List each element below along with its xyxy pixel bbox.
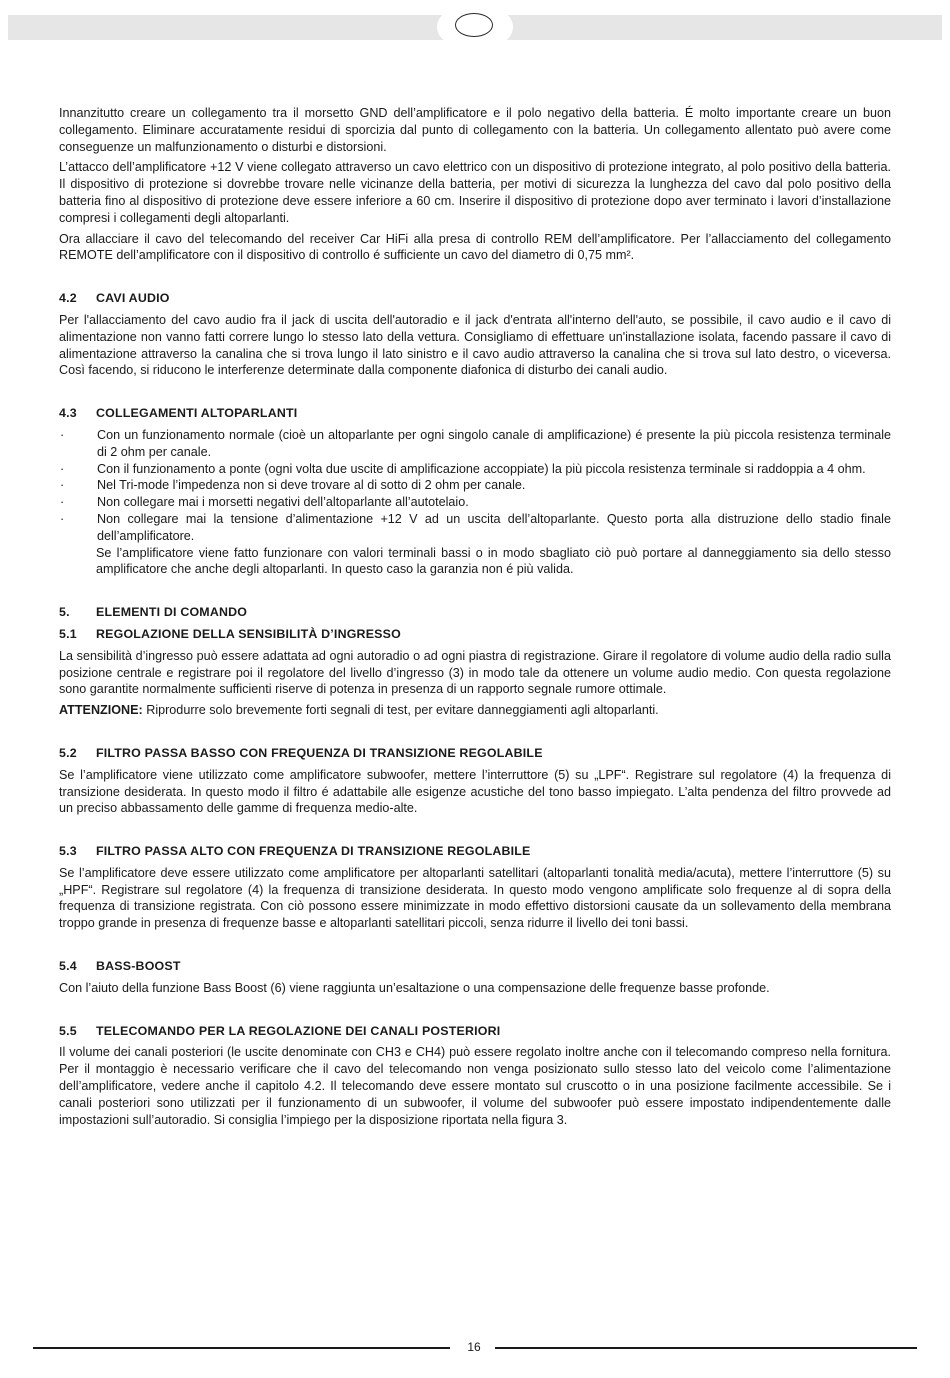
bullet-icon: ·	[60, 427, 65, 442]
section-title: FILTRO PASSA BASSO CON FREQUENZA DI TRANSIZIONE REGOLABILE	[96, 745, 543, 760]
list-item	[59, 477, 891, 494]
section-heading-5	[59, 604, 891, 621]
section-title: FILTRO PASSA ALTO CON FREQUENZA DI TRANSIZIONE REGOLABILE	[96, 844, 531, 859]
footer-rule-right	[495, 1347, 917, 1349]
section-5-2-paragraph: Se l’amplificatore viene utilizzato come amplificatore subwoofer, mettere l’interruttore (5) su „LPF“. Registrare sul regolatore (4) la frequenza di transizione desiderata. In questo modo il filtro é adattabile alle esigenze acustiche del tono basso impiegato. L’alta pendenza del filtro provvede ad un preciso abbassamento delle gamme di frequenza medio-alte.	[59, 767, 891, 816]
section-number: 5.	[59, 605, 70, 620]
section-number: 5.5	[59, 1023, 77, 1038]
list-item-text: Con il funzionamento a ponte (ogni volta due uscite di amplificazione accoppiate) la più piccola resistenza terminale si raddoppia a 4 ohm.	[97, 461, 866, 476]
section-title: BASS-BOOST	[96, 959, 181, 974]
section-5-1-paragraph: La sensibilità d’ingresso può essere adattata ad ogni autoradio o ad ogni piastra di registrazione. Girare il regolatore di volume audio della radio sulla posizione centrale e registrare poi il regolatore del livello d’ingresso (3) in modo tale da ottenere un volume audio medio. Con questa regolazione sono garantite normalmente sufficienti riserve di potenza in presenza di un rapporto segnale rumore ottimale.	[59, 648, 891, 697]
intro-paragraph-3: Ora allacciare il cavo del telecomando del receiver Car HiFi alla presa di controllo REM dell’amplificatore. Per l’allacciamento del collegamento REMOTE dell’amplificatore con il dispositivo di controllo é sufficiente un cavo del diametro di 0,75 mm².	[59, 231, 891, 263]
list-item-text: Non collegare mai la tensione d’alimentazione +12 V ad un uscita dell’altoparlante. Questo porta alla distruzione dello stadio finale dell’amplificatore.	[97, 511, 891, 543]
section-title: COLLEGAMENTI ALTOPARLANTI	[96, 406, 298, 421]
page-content	[59, 105, 891, 1132]
section-heading-4-3	[59, 405, 891, 422]
section-heading-5-4	[59, 958, 891, 975]
section-heading-5-3	[59, 843, 891, 860]
list-item-text: Nel Tri-mode l’impedenza non si deve trovare al di sotto di 2 ohm per canale.	[97, 478, 526, 493]
section-title: TELECOMANDO PER LA REGOLAZIONE DEI CANALI POSTERIORI	[96, 1023, 501, 1038]
intro-paragraph-1: Innanzitutto creare un collegamento tra il morsetto GND dell’amplificatore e il polo negativo della batteria. É molto importante creare un buon collegamento. Eliminare accuratamente residui di sporcizia dal punto di collegamento con la batteria. Un collegamento allentato può avere come conseguenze un malfunzionamento o disturbi e distorsioni.	[59, 106, 891, 154]
section-4-2-paragraph: Per l'allacciamento del cavo audio fra il jack di uscita dell'autoradio e il jack d'entrata all'interno dell'auto, se possibile, il cavo audio e il cavo di alimentazione non vanno fatti correre lungo lo stesso lato della vettura. Consigliamo di effettuare un'installazione isolata, facendo passare il cavo di alimentazione attraverso la canalina che si trova lungo il lato sinistro e il cavo audio attraverso la canalina che si trova sul lato destro, o viceversa. Così facendo, si riducono le interferenze determinate dalla componente diafonica di disturbo dei canali audio.	[59, 312, 891, 378]
bullet-icon: ·	[60, 478, 65, 493]
bullet-icon: ·	[60, 511, 65, 526]
bullet-icon: ·	[60, 495, 65, 510]
page-number: 16	[467, 1340, 481, 1354]
section-number: 5.3	[59, 844, 77, 859]
section-number: 5.4	[59, 959, 77, 974]
section-title: REGOLAZIONE DELLA SENSIBILITÀ D’INGRESSO	[96, 626, 401, 641]
warranty-note: Se l’amplificatore viene fatto funzionare con valori terminali bassi o in modo sbagliato ciò può portare al danneggiamento sia dello stesso amplificatore che anche degli altoparlanti. In questo caso la garanzia non é più valida.	[96, 545, 891, 577]
section-title: CAVI AUDIO	[96, 291, 170, 306]
attention-text: Riprodurre solo brevemente forti segnali di test, per evitare danneggiamenti agli altoparlanti.	[142, 703, 659, 718]
attention-label: ATTENZIONE:	[59, 703, 143, 718]
section-5-5-paragraph: Il volume dei canali posteriori (le uscite denominate con CH3 e CH4) può essere regolato inoltre anche con il telecomando compreso nella fornitura. Per il montaggio è necessario verificare che il cavo del telecomando non venga posizionato sullo stesso lato del veicolo come l’alimentazione dell’amplificatore, vedere anche il capitolo 4.2. Il telecomando deve essere montato sul cruscotto o in una posizione facilmente accessibile. Se i canali posteriori sono utilizzati per il funzionamento di un subwoofer, il volume del subwoofer può essere impostato indipendentemente dalle impostazioni sull’autoradio. Si consiglia l’impiego per la disposizione riportata nella figura 3.	[59, 1045, 891, 1127]
list-item	[59, 511, 891, 545]
section-title: ELEMENTI DI COMANDO	[96, 605, 248, 620]
attention-note	[59, 702, 891, 719]
section-number: 4.3	[59, 406, 77, 421]
section-number: 5.2	[59, 745, 77, 760]
section-heading-5-1	[59, 626, 891, 643]
section-5-3-paragraph: Se l’amplificatore deve essere utilizzato come amplificatore per altoparlanti satellitari (altoparlanti tonalità media/acuta), mettere l’interruttore (5) su „HPF“. Registrare sul regolatore (4) la frequenza di transizione desiderata. In questo modo vengono amplificate solo frequenze al di sopra della frequenza di transizione registrata. Con ciò possono essere minimizzate in modo effettivo distorsioni causate da un sollevamento della membrana troppo grande in presenza di frequenze basse e altoparlanti satellitari piccoli, senza ridurre il livello dei toni bassi.	[59, 865, 891, 931]
section-5-4-paragraph: Con l’aiuto della funzione Bass Boost (6) viene raggiunta un’esaltazione o una compensazione delle frequenze basse profonde.	[59, 980, 770, 995]
section-heading-5-5	[59, 1023, 891, 1040]
section-number: 4.2	[59, 291, 77, 306]
speaker-connection-list	[59, 427, 891, 545]
footer-rule-left	[33, 1347, 450, 1349]
list-item-text: Con un funzionamento normale (cioè un altoparlante per ogni singolo canale di amplificazione) é presente la più piccola resistenza terminale di 2 ohm per canale.	[97, 427, 891, 459]
bullet-icon: ·	[60, 461, 65, 476]
section-number: 5.1	[59, 626, 77, 641]
list-item	[59, 494, 891, 511]
section-heading-5-2	[59, 745, 891, 762]
list-item-text: Non collegare mai i morsetti negativi dell’altoparlante all’autotelaio.	[97, 495, 469, 510]
list-item	[59, 461, 891, 478]
list-item	[59, 427, 891, 461]
section-heading-4-2	[59, 290, 891, 307]
language-tab-oval	[455, 13, 493, 37]
intro-paragraph-2: L’attacco dell’amplificatore +12 V viene collegato attraverso un cavo elettrico con un dispositivo di protezione integrato, al polo positivo della batteria. Il dispositivo di protezione si dovrebbe trovare nelle vicinanze della batteria, per motivi di sicurezza la lunghezza del cavo dal polo positivo della batteria fino al dispositivo di protezione deve essere inferiore a 60 cm. Inserire il dispositivo di protezione dopo aver terminato i lavori d’installazione compresi i collegamenti degli altoparlanti.	[59, 160, 891, 225]
